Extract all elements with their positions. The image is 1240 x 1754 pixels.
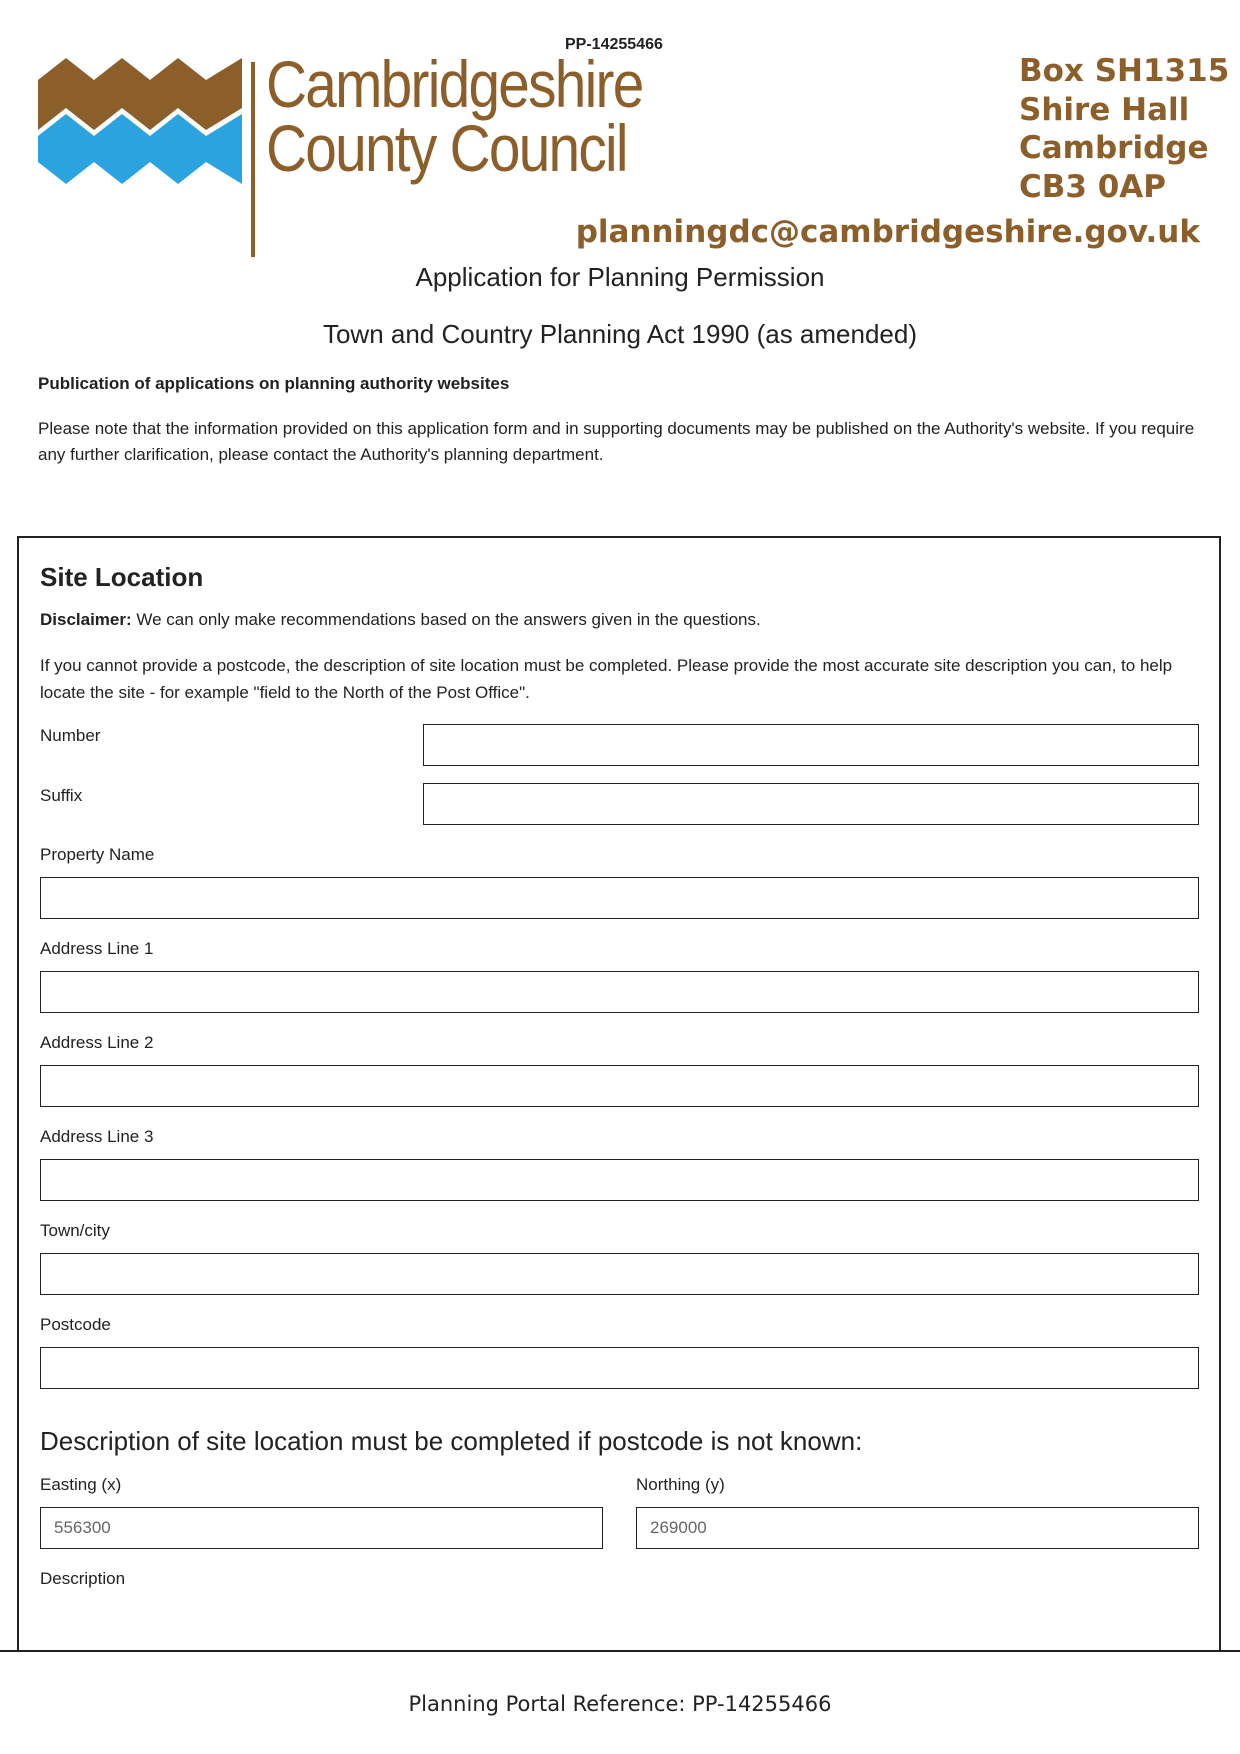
footer-divider bbox=[0, 1650, 1240, 1652]
address-line-3: Cambridge bbox=[1019, 130, 1209, 166]
address-line-2: Shire Hall bbox=[1019, 91, 1190, 128]
form-subtitle: Town and Country Planning Act 1990 (as amended) bbox=[322, 319, 918, 349]
council-name-line2: County Council bbox=[266, 111, 627, 185]
address-line-2-label: Address Line 2 bbox=[40, 1033, 154, 1052]
northing-label: Northing (y) bbox=[636, 1475, 725, 1494]
town-city-label: Town/city bbox=[40, 1221, 110, 1240]
address-line-1-input[interactable] bbox=[40, 971, 1199, 1013]
form-title: Application for Planning Permission bbox=[415, 262, 825, 292]
council-name-line1: Cambridgeshire bbox=[266, 47, 643, 121]
postcode-label: Postcode bbox=[40, 1315, 111, 1334]
address-line-4: CB3 0AP bbox=[1019, 168, 1167, 205]
address-line-3-label: Address Line 3 bbox=[40, 1127, 154, 1146]
site-location-title: Site Location bbox=[40, 562, 204, 592]
reference-number-top: PP-14255466 bbox=[565, 36, 663, 53]
disclaimer bbox=[40, 610, 761, 630]
northing-input[interactable]: 269000 bbox=[636, 1507, 1199, 1549]
suffix-label: Suffix bbox=[40, 786, 83, 805]
council-logo-icon bbox=[38, 58, 242, 186]
property-name-label: Property Name bbox=[40, 845, 155, 864]
council-name bbox=[266, 47, 643, 185]
easting-label: Easting (x) bbox=[40, 1475, 122, 1494]
council-address bbox=[1019, 52, 1229, 206]
address-line-1-label: Address Line 1 bbox=[40, 939, 154, 958]
address-line-3-input[interactable] bbox=[40, 1159, 1199, 1201]
description-label: Description bbox=[40, 1569, 126, 1588]
footer-reference: Planning Portal Reference: PP-14255466 bbox=[408, 1692, 832, 1716]
disclaimer-text: We can only make recommendations based on the answers given in the questions. bbox=[131, 610, 761, 629]
address-line-1: Box SH1315 bbox=[1019, 53, 1230, 89]
publication-heading: Publication of applications on planning authority websites bbox=[38, 374, 510, 393]
site-location-instruction: If you cannot provide a postcode, the description of site location must be completed. Please provide the most accurate site description you can, to help locate the site - for example "field to the North of the Post Office". bbox=[40, 656, 1173, 702]
suffix-input[interactable] bbox=[423, 783, 1199, 825]
disclaimer-label: Disclaimer: bbox=[40, 610, 132, 629]
publication-text: Please note that the information provided on this application form and in supporting documents may be published on the Authority's website. If you require any further clarification, please contact the Authority's planning department. bbox=[38, 419, 1195, 464]
council-email: planningdc@cambridgeshire.gov.uk bbox=[575, 214, 1200, 250]
easting-input[interactable]: 556300 bbox=[40, 1507, 603, 1549]
town-city-input[interactable] bbox=[40, 1253, 1199, 1295]
description-heading: Description of site location must be completed if postcode is not known: bbox=[40, 1426, 863, 1456]
number-label: Number bbox=[40, 726, 101, 745]
number-input[interactable] bbox=[423, 724, 1199, 766]
postcode-input[interactable] bbox=[40, 1347, 1199, 1389]
property-name-input[interactable] bbox=[40, 877, 1199, 919]
logo-divider bbox=[251, 62, 255, 257]
address-line-2-input[interactable] bbox=[40, 1065, 1199, 1107]
